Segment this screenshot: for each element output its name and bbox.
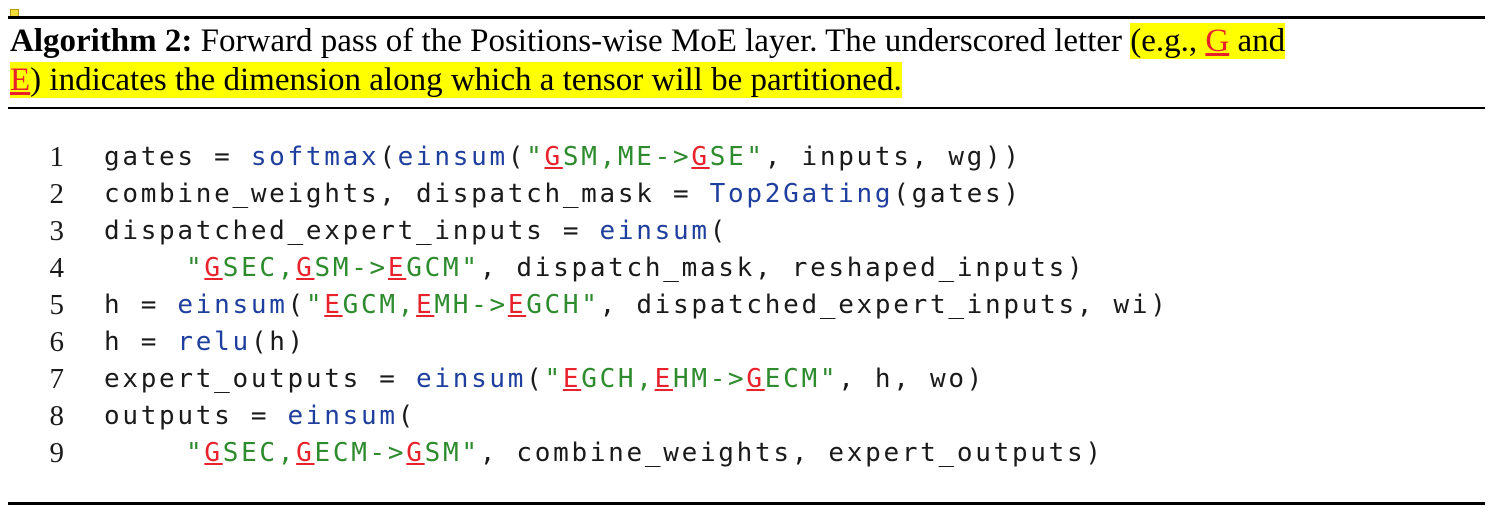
line-number: 6 (49, 326, 64, 358)
string-token: " (186, 438, 205, 468)
code-text (104, 139, 1022, 176)
line-number: 3 (49, 215, 64, 247)
code-token: (h) (250, 327, 306, 357)
string-token: SEC, (222, 253, 297, 283)
top-rule (8, 16, 1485, 19)
partition-letter: E (507, 290, 527, 320)
code-token: , dispatch_mask, reshaped_inputs) (479, 253, 1086, 283)
string-token: " (305, 290, 325, 320)
string-token: GCM" (406, 253, 480, 283)
code-text (104, 176, 1022, 213)
function-name: softmax (250, 142, 380, 172)
line-number: 8 (49, 400, 64, 432)
partition-letter: G (544, 142, 563, 172)
caption-text-end: ) indicates the dimension along which a tensor will be partitioned. (30, 62, 902, 98)
code-token: (gates) (893, 179, 1022, 209)
code-text (104, 361, 985, 398)
caption-rule (8, 107, 1485, 109)
code-token: , dispatched_expert_inputs, wi) (599, 290, 1169, 320)
string-token: SE" (709, 142, 765, 172)
partition-letter: G (296, 438, 315, 468)
string-token: " (526, 142, 545, 172)
caption-eg: (e.g., (1130, 23, 1206, 59)
code-token: ( (287, 290, 306, 320)
partition-letter: G (204, 438, 223, 468)
code-token: , h, wo) (838, 364, 986, 394)
code-token: ( (379, 142, 398, 172)
line-number: 5 (49, 289, 64, 321)
function-name: relu (177, 327, 251, 357)
code-token: ( (526, 364, 545, 394)
partition-letter: E (324, 290, 343, 320)
partition-letter: E (562, 364, 582, 394)
partition-letter: G (204, 253, 223, 283)
function-name: einsum (397, 142, 508, 172)
function-name: einsum (177, 290, 288, 320)
algorithm-label: Algorithm 2: (10, 23, 193, 59)
string-token: ECM" (764, 364, 839, 394)
bottom-rule (8, 502, 1485, 505)
caption-and: and (1229, 23, 1286, 59)
code-token: gates = (104, 142, 251, 172)
partition-letter: E (654, 364, 673, 394)
string-token: " (544, 364, 563, 394)
code-text (104, 287, 1169, 324)
string-token: SM,ME-> (562, 142, 692, 172)
line-number: 4 (49, 252, 64, 284)
algorithm-caption (10, 22, 1480, 100)
string-token: GCH" (526, 290, 600, 320)
string-token: MH-> (434, 290, 508, 320)
code-token: expert_outputs = (104, 364, 417, 394)
code-token: ( (709, 216, 729, 246)
function-name: Top2Gating (709, 179, 894, 209)
string-token: ECM-> (314, 438, 407, 468)
function-name: einsum (287, 401, 398, 431)
line-number: 9 (49, 437, 64, 469)
line-number: 7 (49, 363, 64, 395)
string-token: GCH, (581, 364, 655, 394)
code-token: combine_weights, dispatch_mask = (104, 179, 710, 209)
line-number: 2 (49, 178, 64, 210)
string-token: GCM, (342, 290, 417, 320)
code-token: outputs = (104, 401, 288, 431)
highlight-letter-g: G (1205, 23, 1230, 59)
code-text (186, 250, 1085, 287)
partition-letter: G (691, 142, 710, 172)
partition-letter: G (746, 364, 765, 394)
string-token: SM" (424, 438, 480, 468)
code-text (104, 324, 306, 361)
string-token: " (186, 253, 205, 283)
function-name: einsum (416, 364, 527, 394)
code-token: ( (397, 401, 417, 431)
code-token: ( (507, 142, 527, 172)
code-token: , inputs, wg)) (764, 142, 1022, 172)
code-token: h = (104, 290, 178, 320)
partition-letter: G (296, 253, 315, 283)
code-text (104, 398, 416, 435)
caption-text: Forward pass of the Positions-wise MoE layer. The underscored letter (192, 23, 1131, 59)
string-token: HM-> (673, 364, 747, 394)
code-token: dispatched_expert_inputs = (104, 216, 600, 246)
function-name: einsum (599, 216, 710, 246)
partition-letter: E (387, 253, 407, 283)
partition-letter: G (406, 438, 425, 468)
partition-letter: E (416, 290, 435, 320)
string-token: SM-> (314, 253, 388, 283)
code-token: h = (104, 327, 178, 357)
code-token: , combine_weights, expert_outputs) (479, 438, 1104, 468)
code-text (104, 213, 728, 250)
line-number: 1 (49, 141, 64, 173)
highlight-letter-e: E (10, 62, 31, 98)
string-token: SEC, (222, 438, 297, 468)
code-text (186, 435, 1104, 472)
